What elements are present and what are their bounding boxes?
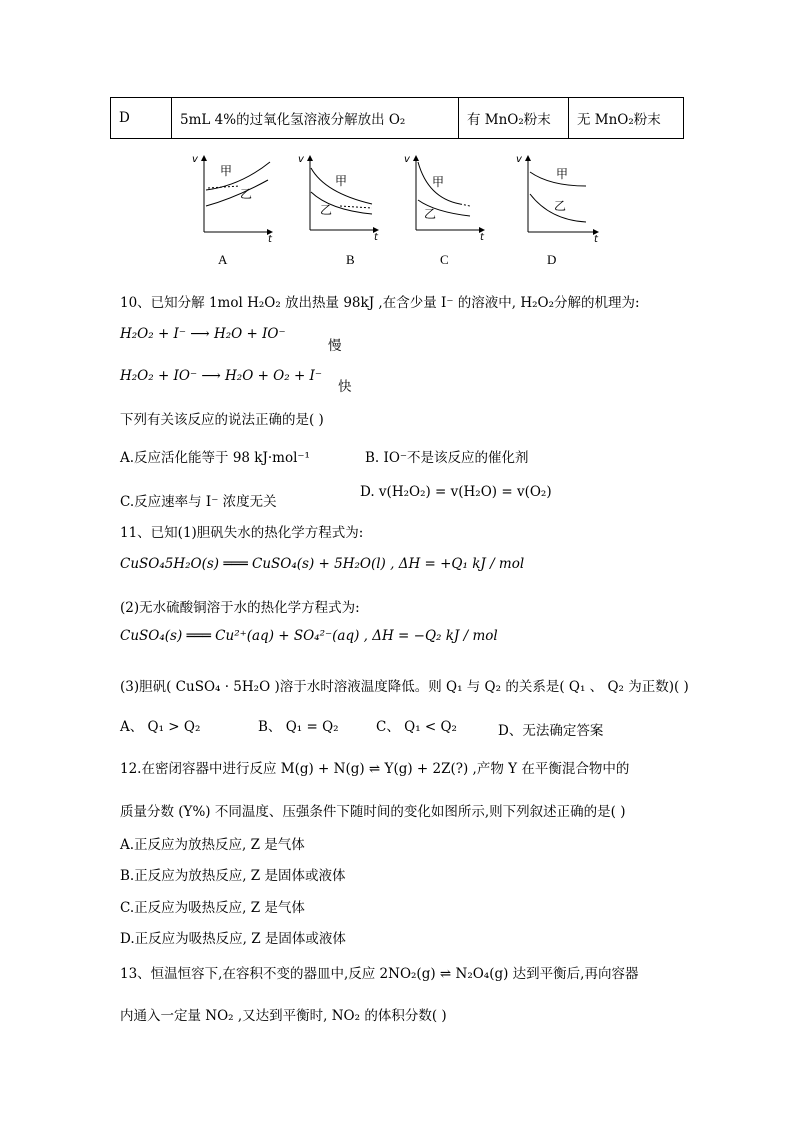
axis-t-label: t (268, 234, 272, 243)
q13-stem: 13、恒温恒容下,在容积不变的器皿中,反应 2NO₂(g) ⇌ N₂O₄(g) 达到平衡后,再向容器 (120, 966, 639, 982)
graph-caption-d: D (547, 252, 557, 267)
axis-t-label: t (480, 232, 484, 243)
label-yi: 乙 (320, 203, 333, 217)
table-row (111, 98, 684, 139)
q10-option-d: D. v(H₂O₂) = v(H₂O) = v(O₂) (360, 484, 552, 500)
table-cell-label: D (111, 98, 172, 139)
option-table (110, 97, 684, 139)
label-jia: 甲 (556, 167, 569, 181)
curve-jia (206, 162, 270, 190)
q12-option-c: C.正反应为吸热反应, Z 是气体 (120, 900, 305, 916)
q11-option-d: D、无法确定答案 (498, 723, 604, 739)
q12-stem: 12.在密闭容器中进行反应 M(g) + N(g) ⇌ Y(g) + 2Z(?) ,产物 Y 在平衡混合物中的 (120, 761, 630, 777)
table-cell-without-mno2: 无 MnO₂粉末 (569, 98, 684, 139)
q10-option-c: C.反应速率与 I⁻ 浓度无关 (120, 494, 277, 510)
axis-v-label: v (404, 154, 410, 165)
q12-stem2: 质量分数 (Y%) 不同温度、压强条件下随时间的变化如图所示,则下列叙述正确的是( ) (120, 804, 626, 820)
q10-option-b: B. IO⁻不是该反应的催化剂 (365, 450, 529, 466)
q10-step2: H₂O₂ + IO⁻ ⟶ H₂O + O₂ + I⁻ (120, 368, 322, 384)
graph-b (298, 154, 379, 243)
label-jia: 甲 (220, 164, 233, 178)
graph-a (192, 154, 273, 243)
axis-v-label: v (516, 154, 522, 165)
q11-option-c: C、 Q₁ < Q₂ (376, 719, 457, 735)
q10-step1-rate: 慢 (328, 338, 342, 354)
graph-d (516, 154, 599, 243)
q10-question: 下列有关该反应的说法正确的是( ) (120, 412, 324, 428)
axis-v-label: v (298, 154, 304, 165)
graph-caption-b: B (346, 252, 355, 267)
table-cell-desc: 5mL 4%的过氧化氢溶液分解放出 O₂ (172, 98, 459, 139)
q12-option-d: D.正反应为吸热反应, Z 是固体或液体 (120, 931, 346, 947)
label-yi: 乙 (424, 207, 437, 221)
q11-eq1: CuSO₄5H₂O(s) ═══ CuSO₄(s) + 5H₂O(l) , ΔH = +Q₁ kJ / mol (120, 556, 525, 572)
graph-c (404, 154, 485, 243)
label-jia: 甲 (335, 174, 348, 188)
q12-option-a: A.正反应为放热反应, Z 是气体 (120, 837, 305, 853)
label-jia: 甲 (432, 175, 445, 189)
axis-v-label: v (192, 154, 198, 165)
q10-stem: 10、已知分解 1mol H₂O₂ 放出热量 98kJ ,在含少量 I⁻ 的溶液中, H₂O₂分解的机理为: (120, 295, 640, 311)
table-cell-with-mno2: 有 MnO₂粉末 (459, 98, 569, 139)
q11-stem: 11、已知(1)胆矾失水的热化学方程式为: (120, 525, 364, 541)
graph-caption-c: C (440, 252, 449, 267)
q11-stem2: (2)无水硫酸铜溶于水的热化学方程式为: (120, 600, 360, 616)
curve-yi (206, 180, 268, 206)
q12-option-b: B.正反应为放热反应, Z 是固体或液体 (120, 868, 346, 884)
q10-option-a: A.反应活化能等于 98 kJ·mol⁻¹ (120, 450, 310, 466)
q11-eq2: CuSO₄(s) ═══ Cu²⁺(aq) + SO₄²⁻(aq) , ΔH = −Q₂ kJ / mol (120, 628, 498, 644)
rate-time-graphs (180, 148, 620, 243)
axis-t-label: t (374, 232, 378, 243)
q10-step2-rate: 快 (338, 379, 352, 395)
label-yi: 乙 (554, 199, 567, 213)
q11-option-a: A、 Q₁ > Q₂ (120, 719, 201, 735)
q11-option-b: B、 Q₁ = Q₂ (258, 719, 339, 735)
q13-stem2: 内通入一定量 NO₂ ,又达到平衡时, NO₂ 的体积分数( ) (120, 1008, 447, 1024)
q11-stem3: (3)胆矾( CuSO₄ · 5H₂O )溶于水时溶液温度降低。则 Q₁ 与 Q₂ 的关系是( Q₁ 、 Q₂ 为正数)( ) (120, 679, 689, 695)
q10-step1: H₂O₂ + I⁻ ⟶ H₂O + IO⁻ (120, 326, 286, 342)
axis-t-label: t (594, 234, 598, 243)
graph-caption-a: A (218, 252, 228, 267)
label-yi: 乙 (240, 187, 253, 201)
